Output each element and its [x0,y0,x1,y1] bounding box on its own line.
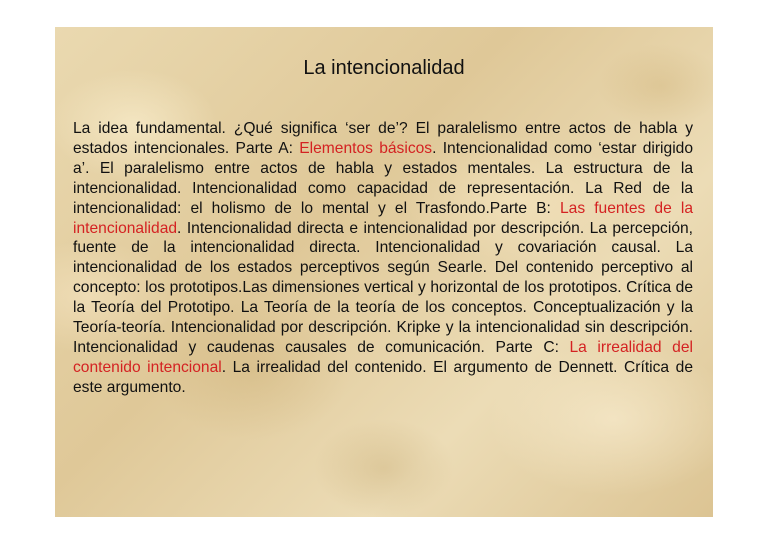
slide [55,27,713,517]
highlighted-section-title: Las fuentes de la intencionalidad [73,199,693,237]
body-segment: La idea fundamental. ¿Qué significa ‘ser de’? El paralelismo entre actos de habla y estados intencionales. Parte A: [73,120,693,157]
body-segment: . Intencionalidad directa e intencionalidad por descripción. La percepción, fuente de la intencionalidad directa. Intencionalidad y covariación causal. La intencionalidad de los estados perceptivos según Searle. Del contenido perceptivo al concepto: los prototipos.Las dimensiones vertical y horizontal de los prototipos. Crítica de la Teoría del Prototipo. La Teoría de la teoría de los conceptos. Conceptualización y la Teoría-teoría. Intencionalidad por descripción. Kripke y la intencionalidad sin descripción. Intencionalidad y caudenas causales de comunicación. Parte C: [73,219,693,356]
slide-title: La intencionalidad [303,57,465,79]
slide-body [73,119,693,398]
body-segment: . La irrealidad del contenido. El argumento de Dennett. Crítica de este argumento. [73,358,693,396]
body-segment: . Intencionalidad como ‘estar dirigido a’. El paralelismo entre actos de habla y estados mentales. La estructura de la intencionalidad. Intencionalidad como capacidad de representación. La Red de la intencionalidad: el holismo de lo mental y el Trasfondo.Parte B: [73,139,694,217]
highlighted-section-title: La irrealidad del contenido intencional [73,338,693,376]
highlighted-section-title: Elementos básicos [299,139,433,157]
